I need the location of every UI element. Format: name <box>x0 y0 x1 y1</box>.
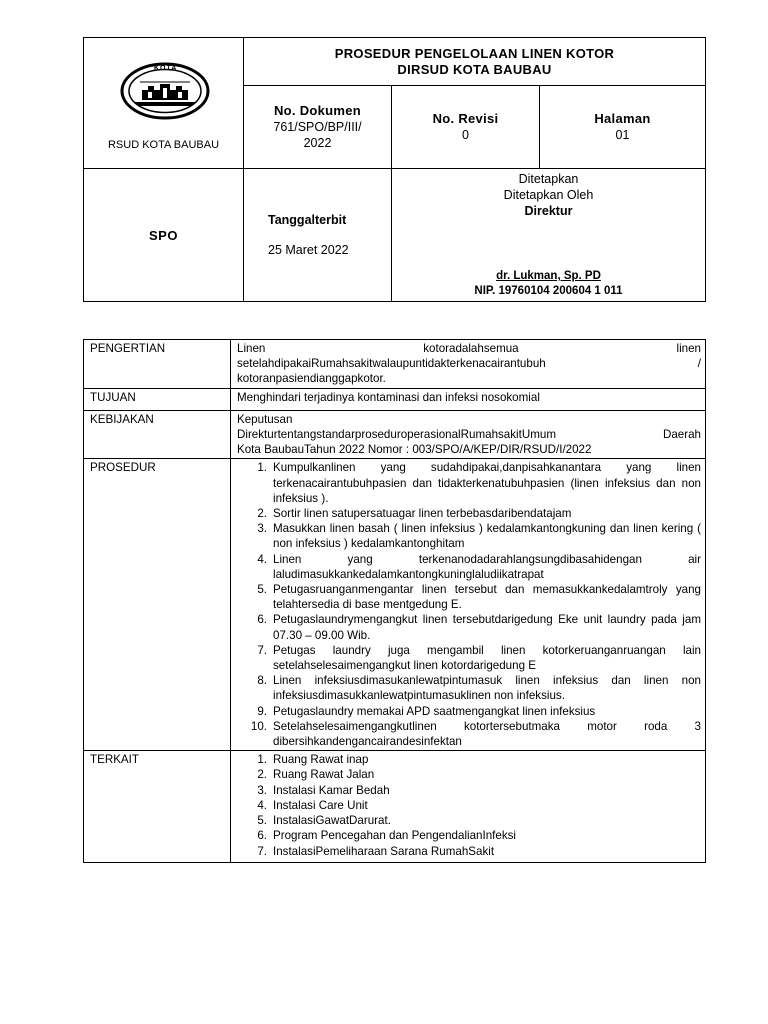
pengertian-line-3: kotoranpasiendianggapkotor. <box>237 372 386 386</box>
tujuan-label: TUJUAN <box>84 388 231 410</box>
page-label: Halaman <box>594 111 651 126</box>
prosedur-item-text: Petugasruanganmengantar linen tersebut dan memasukkankedalamtroly yang telahtersedia di base mentgedung E. <box>273 583 701 612</box>
revision-value: 0 <box>462 128 469 142</box>
terkait-item <box>237 844 701 859</box>
prosedur-item <box>237 673 701 703</box>
city-seal-logo <box>120 62 210 120</box>
row-prosedur <box>84 459 706 751</box>
terkait-item-text: Ruang Rawat Jalan <box>273 768 375 782</box>
logo-text-bottom: BAU-BAU <box>150 106 176 112</box>
set-line-2: Ditetapkan Oleh <box>503 188 594 202</box>
prosedur-item <box>237 704 701 719</box>
prosedur-item-text: Petugaslaundrymengangkut linen tersebutdarigedung Eke unit laundry pada jam 07.30 – 09.00 Wib. <box>273 613 701 642</box>
prosedur-item <box>237 582 701 612</box>
terkait-item-number: 5. <box>257 814 267 828</box>
terkait-item-number: 1. <box>257 753 267 767</box>
prosedur-item-text: Sortir linen satupersatuagar linen terbebasdaribendatajam <box>273 507 572 521</box>
prosedur-item-text: Setelahselesaimengangkutlinen kotortersebutmaka motor roda 3 dibersihkandengancairandesinfektan <box>273 719 701 749</box>
header-table <box>83 37 706 302</box>
row-pengertian <box>84 340 706 389</box>
terkait-item-text: Program Pencegahan dan PengendalianInfeksi <box>273 829 516 843</box>
doc-number-label: No. Dokumen <box>273 103 362 118</box>
prosedur-item-text: Petugaslaundry memakai APD saatmengangkat linen infeksius <box>273 704 596 718</box>
prosedur-item-number: 6. <box>257 613 267 627</box>
doc-number-cell <box>244 86 392 169</box>
page-value: 01 <box>615 128 630 142</box>
doc-number-value: 761/SPO/BP/III/ <box>273 120 362 134</box>
prosedur-item-number: 4. <box>257 552 267 566</box>
prosedur-item <box>237 521 701 551</box>
kebijakan-line-2: DirekturtentangstandarproseduroperasionalRumahsakitUmum Daerah <box>237 428 701 442</box>
terkait-cell <box>231 751 706 862</box>
prosedur-item <box>237 506 701 521</box>
kebijakan-line-3: Kota BaubauTahun 2022 Nomor : 003/SPO/A/KEP/DIR/RSUD/I/2022 <box>237 443 592 457</box>
pengertian-line-1: Linen kotoradalahsemua linen <box>237 342 701 355</box>
terkait-item <box>237 798 701 813</box>
pengertian-line-2: setelahdipakaiRumahsakitwalaupuntidakterkenacairantubuh / <box>237 357 701 371</box>
signer-nip: NIP. 19760104 200604 1 011 <box>474 285 623 297</box>
terkait-item-text: Ruang Rawat inap <box>273 753 369 767</box>
hospital-name: RSUD KOTA BAUBAU <box>107 139 220 151</box>
prosedur-item <box>237 643 701 673</box>
prosedur-item <box>237 552 701 582</box>
doc-number-year: 2022 <box>303 136 332 150</box>
row-kebijakan <box>84 410 706 459</box>
terkait-label: TERKAIT <box>84 751 231 862</box>
revision-cell <box>392 86 540 169</box>
prosedur-item-text: Linen yang terkenanodadarahlangsungdibasahidengan air laludimasukkankedalamkantongkuninglaludiikatrapat <box>273 552 701 581</box>
row-tujuan <box>84 388 706 410</box>
approval-cell <box>392 169 706 302</box>
terkait-list <box>237 752 701 858</box>
kebijakan-text <box>231 410 706 459</box>
terkait-item <box>237 828 701 843</box>
prosedur-item-number: 2. <box>257 507 267 521</box>
prosedur-item <box>237 460 701 506</box>
terkait-item-number: 4. <box>257 798 267 812</box>
pengertian-label: PENGERTIAN <box>84 340 231 389</box>
issue-date-value: 25 Maret 2022 <box>268 243 349 257</box>
terkait-item-text: Instalasi Care Unit <box>273 798 368 812</box>
prosedur-item-number: 9. <box>257 704 267 718</box>
prosedur-item-number: 8. <box>257 674 267 688</box>
prosedur-item-number: 3. <box>257 522 267 536</box>
terkait-item <box>237 813 701 828</box>
terkait-item-text: InstalasiPemeliharaan Sarana RumahSakit <box>273 844 495 858</box>
prosedur-item-number: 5. <box>257 583 267 597</box>
prosedur-label: PROSEDUR <box>84 459 231 751</box>
terkait-item-number: 2. <box>257 768 267 782</box>
row-terkait <box>84 751 706 862</box>
spo-label: SPO <box>84 169 244 302</box>
pengertian-text <box>231 340 706 389</box>
set-line-1: Ditetapkan <box>518 172 579 186</box>
signer-name: dr. Lukman, Sp. PD <box>496 270 601 282</box>
issue-date-label: Tanggalterbit <box>268 213 347 227</box>
kebijakan-line-1: Keputusan <box>237 412 293 426</box>
title-line-2: DIRSUD KOTA BAUBAU <box>397 61 552 77</box>
procedure-table <box>83 339 706 863</box>
terkait-item <box>237 767 701 782</box>
prosedur-item-text: Kumpulkanlinen yang sudahdipakai,danpisahkanantara yang linen terkenacairantubuhpasien dan tidakterkenatubuhpasien (linen infeksius dan non infeksius ). <box>273 461 701 505</box>
prosedur-item-text: Masukkan linen basah ( linen infeksius ) kedalamkantongkuning dan linen kering ( non infeksius ) kedalamkantonghitam <box>273 522 701 551</box>
prosedur-item-text: Linen infeksiusdimasukanlewatpintumasuk linen infeksius dan linen non infeksiusdimasukkanlewatpintumasuklinen non infeksius. <box>273 674 701 703</box>
prosedur-item <box>237 612 701 642</box>
prosedur-cell <box>231 459 706 751</box>
terkait-item-number: 7. <box>257 844 267 858</box>
document-title <box>244 38 706 86</box>
terkait-item-text: InstalasiGawatDarurat. <box>273 814 391 828</box>
prosedur-list <box>237 460 701 749</box>
terkait-item-number: 6. <box>257 829 267 843</box>
logo-cell <box>84 38 244 169</box>
prosedur-item-number: 7. <box>257 643 267 657</box>
revision-label: No. Revisi <box>432 111 499 126</box>
title-line-1: PROSEDUR PENGELOLAAN LINEN KOTOR <box>334 45 615 61</box>
director-title: Direktur <box>524 204 573 218</box>
terkait-item-text: Instalasi Kamar Bedah <box>273 783 390 797</box>
tujuan-text: Menghindari terjadinya kontaminasi dan infeksi nosokomial <box>231 388 706 410</box>
prosedur-item-number: 10. <box>250 719 267 733</box>
issue-date-cell <box>244 169 392 302</box>
page-cell <box>540 86 706 169</box>
prosedur-item-number: 1. <box>257 461 267 475</box>
prosedur-item-text: Petugas laundry juga mengambil linen kotorkeruanganruangan lain setelahselesaimengangkut linen kotordarigedung E <box>273 643 701 673</box>
logo-text-top: KOTA <box>154 65 178 72</box>
terkait-item <box>237 752 701 767</box>
prosedur-item <box>237 719 701 749</box>
terkait-item-number: 3. <box>257 783 267 797</box>
terkait-item <box>237 783 701 798</box>
kebijakan-label: KEBIJAKAN <box>84 410 231 459</box>
